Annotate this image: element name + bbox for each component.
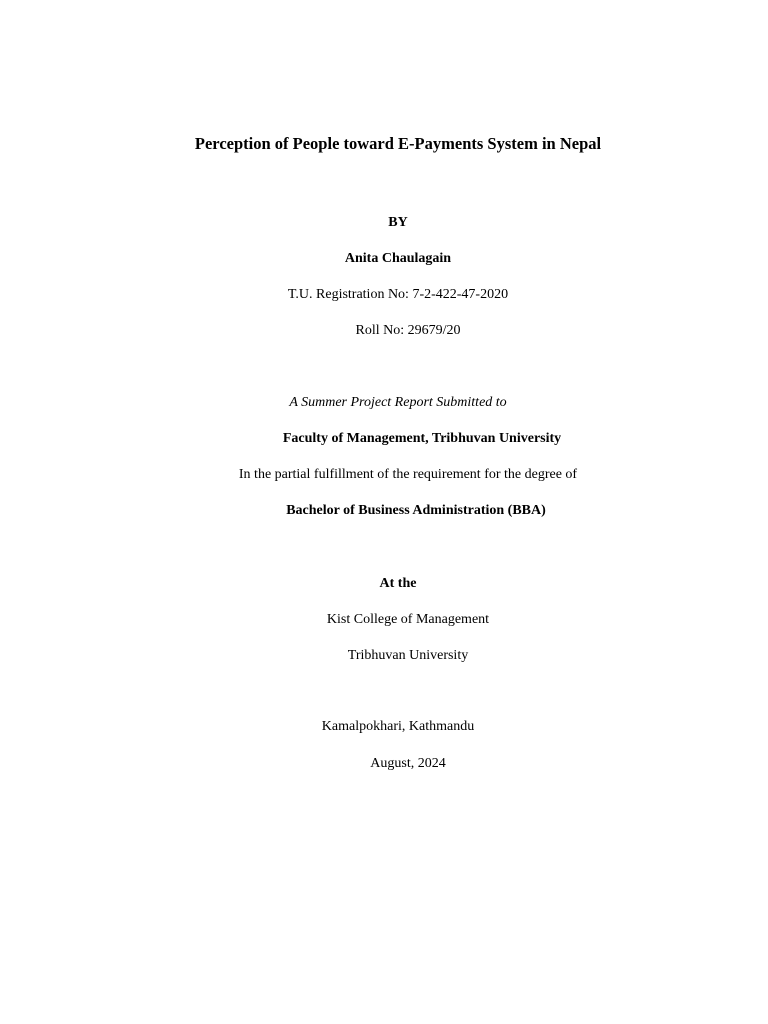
submitted-to: A Summer Project Report Submitted to xyxy=(289,395,507,410)
degree-name: Bachelor of Business Administration (BBA) xyxy=(286,503,546,518)
submission-date: August, 2024 xyxy=(370,756,446,771)
fulfillment-statement: In the partial fulfillment of the requirement for the degree of xyxy=(238,467,578,482)
by-label: BY xyxy=(388,215,408,230)
university-name: Tribhuvan University xyxy=(347,648,469,663)
college-name: Kist College of Management xyxy=(326,612,490,627)
registration-number: T.U. Registration No: 7-2-422-47-2020 xyxy=(287,287,509,302)
roll-number: Roll No: 29679/20 xyxy=(355,323,461,338)
author-name: Anita Chaulagain xyxy=(344,251,452,266)
location: Kamalpokhari, Kathmandu xyxy=(321,719,475,734)
at-the-label: At the xyxy=(379,576,417,591)
document-title: Perception of People toward E-Payments System in Nepal xyxy=(194,134,602,153)
faculty-name: Faculty of Management, Tribhuvan University xyxy=(282,431,562,446)
